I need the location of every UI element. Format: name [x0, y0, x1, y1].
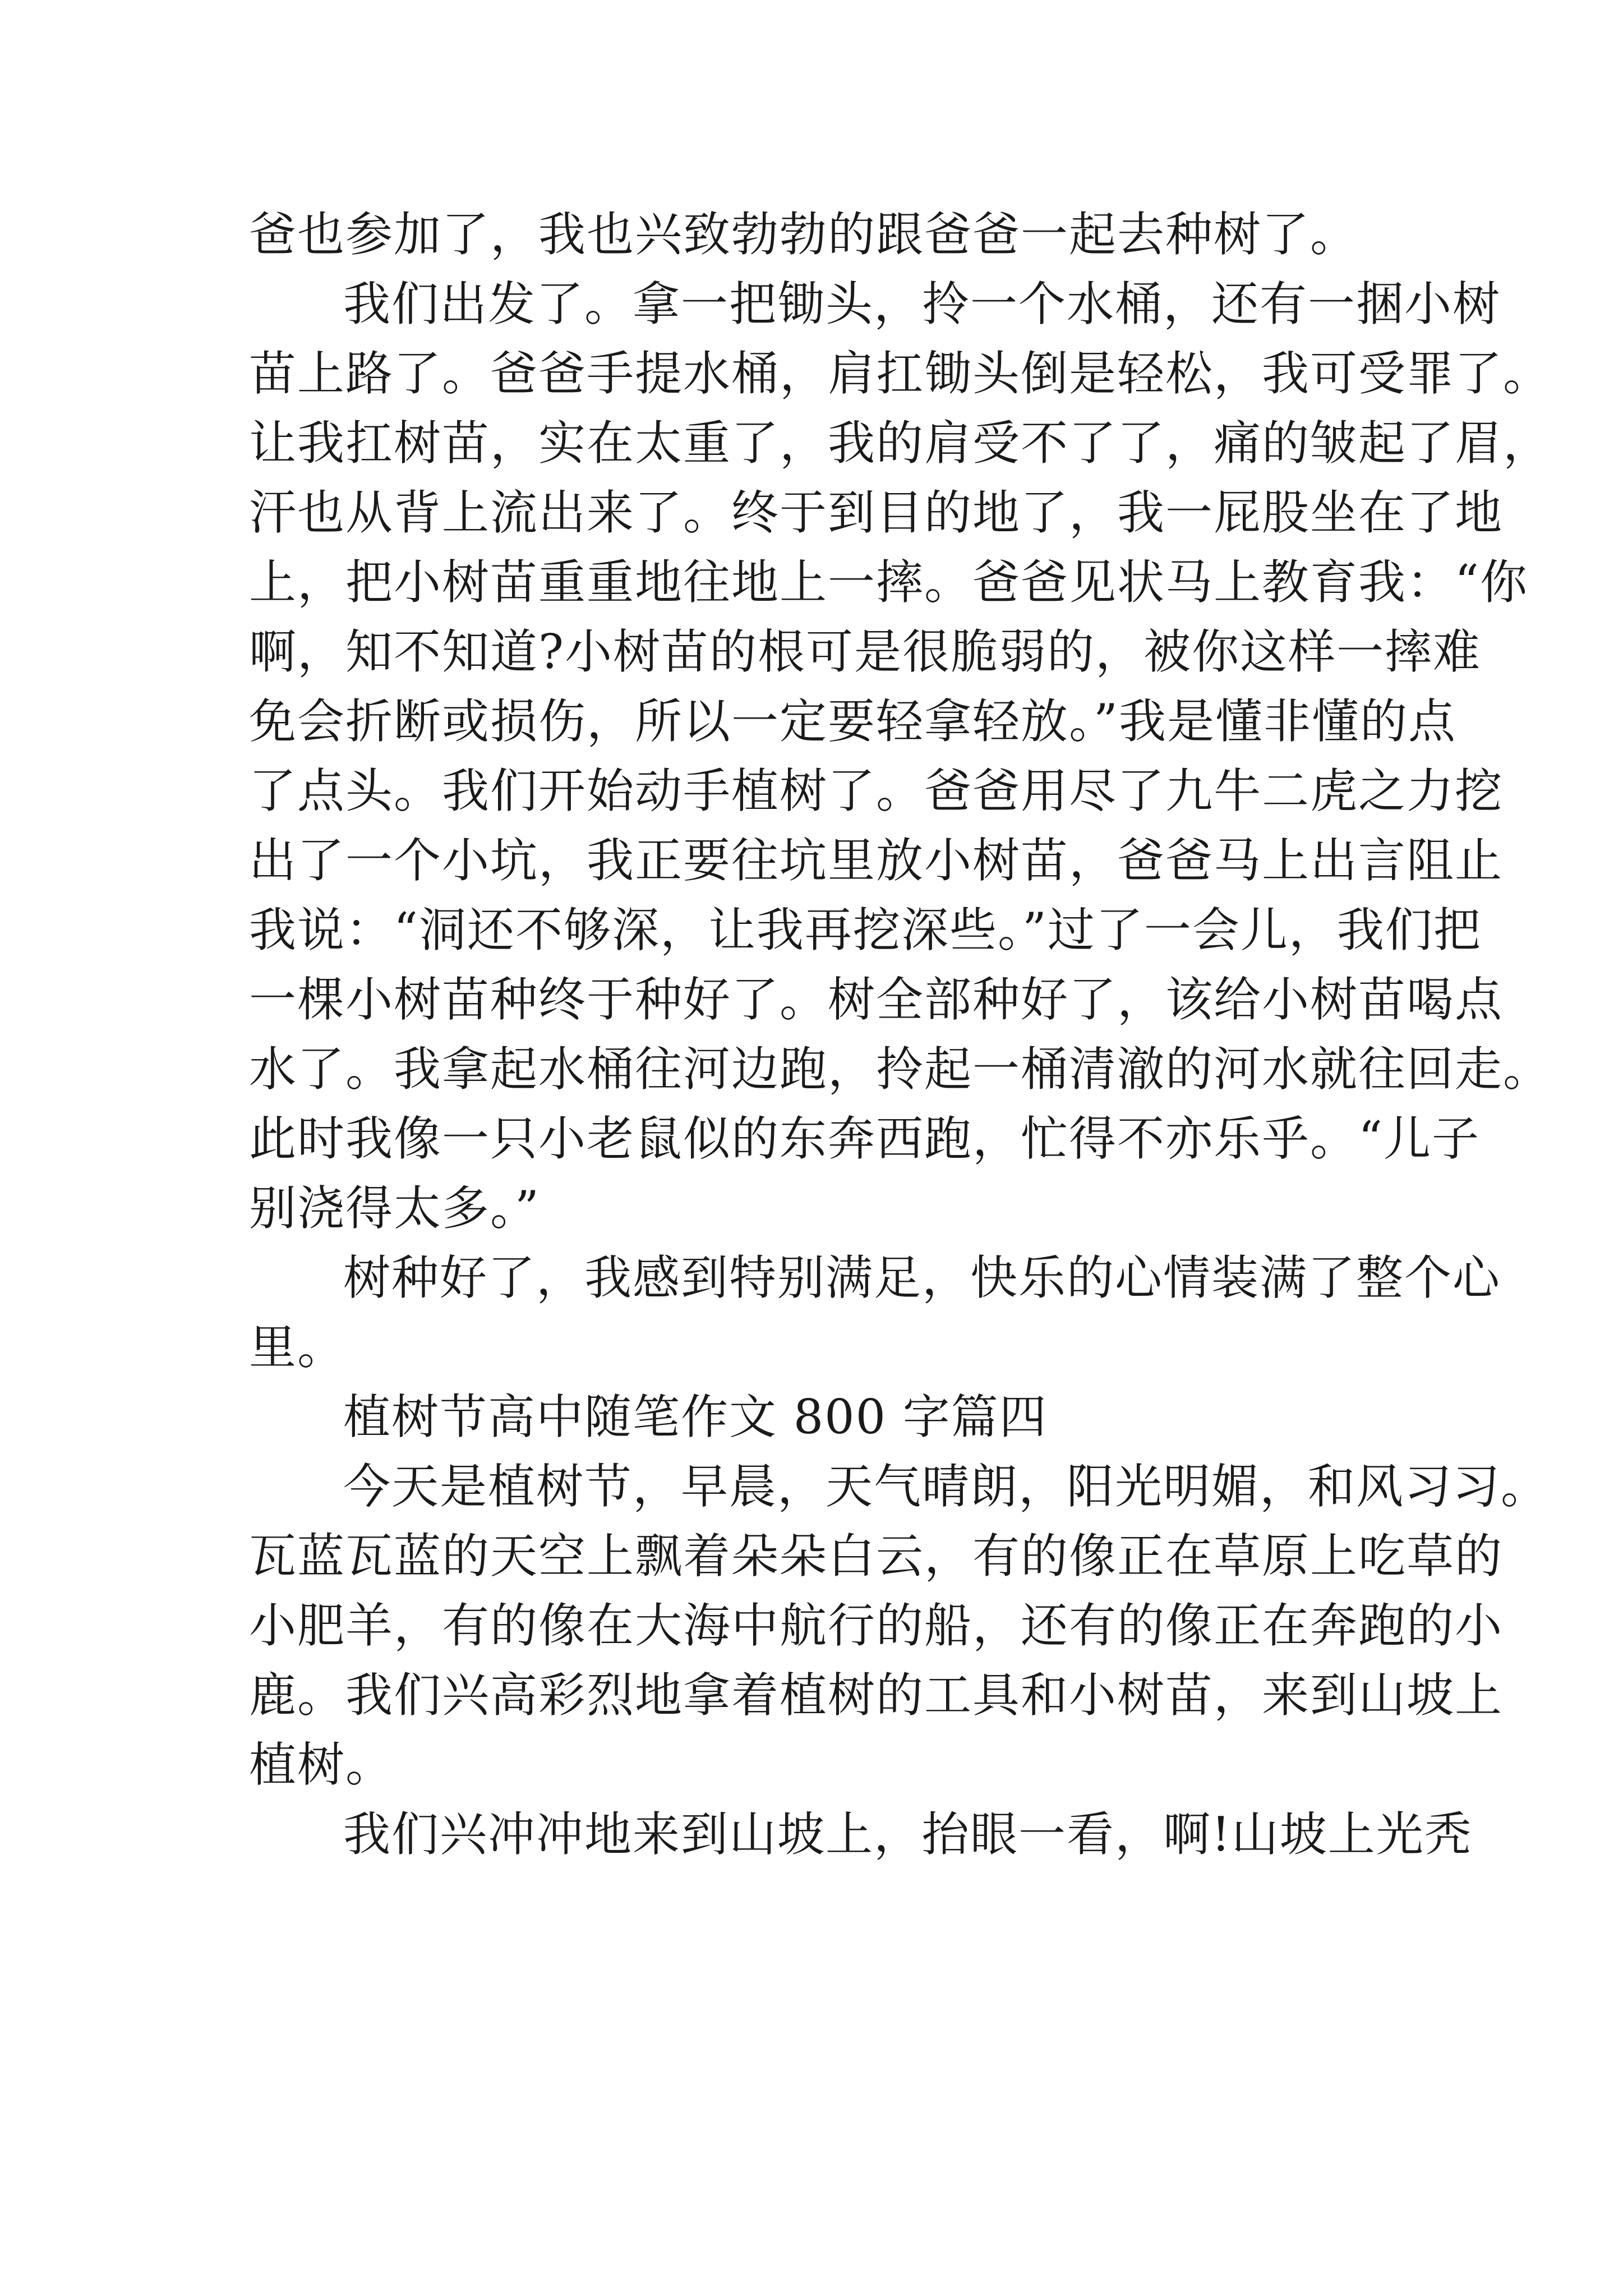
text-line: 让我扛树苗，实在太重了，我的肩受不了了，痛的皱起了眉， [249, 416, 1552, 471]
text-line: 此时我像一只小老鼠似的东奔西跑，忙得不亦乐乎。“儿子 [249, 1111, 1480, 1166]
text-line: 爸也参加了，我也兴致勃勃的跟爸爸一起去种树了。 [249, 207, 1359, 262]
text-line: 了点头。我们开始动手植树了。爸爸用尽了九牛二虎之力挖 [249, 763, 1504, 818]
text-line: 今天是植树节，早晨，天气晴朗，阳光明媚，和风习习。 [343, 1459, 1550, 1514]
text-line: 苗上路了。爸爸手提水桶，肩扛锄头倒是轻松，我可受罪了。 [249, 346, 1552, 401]
text-line: 植树节高中随笔作文 800 字篇四 [343, 1389, 1048, 1444]
text-line: 别浇得太多。” [249, 1181, 540, 1236]
text-line: 出了一个小坑，我正要往坑里放小树苗，爸爸马上出言阻止 [249, 833, 1504, 888]
text-line: 啊，知不知道?小树苗的根可是很脆弱的，被你这样一摔难 [249, 624, 1482, 679]
text-line: 我们兴冲冲地来到山坡上，抬眼一看，啊!山坡上光秃 [343, 1807, 1473, 1862]
text-line: 里。 [249, 1320, 346, 1375]
document-body [249, 200, 1552, 1869]
text-line: 免会折断或损伤，所以一定要轻拿轻放。”我是懂非懂的点 [249, 694, 1456, 749]
text-line: 上，把小树苗重重地往地上一摔。爸爸见状马上教育我：“你 [249, 555, 1528, 610]
text-line: 植树。 [249, 1737, 394, 1792]
text-line: 水了。我拿起水桶往河边跑，拎起一桶清澈的河水就往回走。 [249, 1042, 1552, 1097]
text-line: 瓦蓝瓦蓝的天空上飘着朵朵白云，有的像正在草原上吃草的 [249, 1529, 1504, 1584]
text-line: 小肥羊，有的像在大海中航行的船，还有的像正在奔跑的小 [249, 1598, 1504, 1653]
text-line: 鹿。我们兴高彩烈地拿着植树的工具和小树苗，来到山坡上 [249, 1668, 1504, 1723]
text-line: 我们出发了。拿一把锄头，拎一个水桶，还有一捆小树 [343, 277, 1501, 332]
text-line: 我说：“洞还不够深，让我再挖深些。”过了一会儿，我们把 [249, 903, 1482, 958]
text-line: 汗也从背上流出来了。终于到目的地了，我一屁股坐在了地 [249, 485, 1504, 540]
text-line: 一棵小树苗种终于种好了。树全部种好了，该给小树苗喝点 [249, 972, 1504, 1027]
text-line: 树种好了，我感到特别满足，快乐的心情装满了整个心 [343, 1250, 1501, 1305]
